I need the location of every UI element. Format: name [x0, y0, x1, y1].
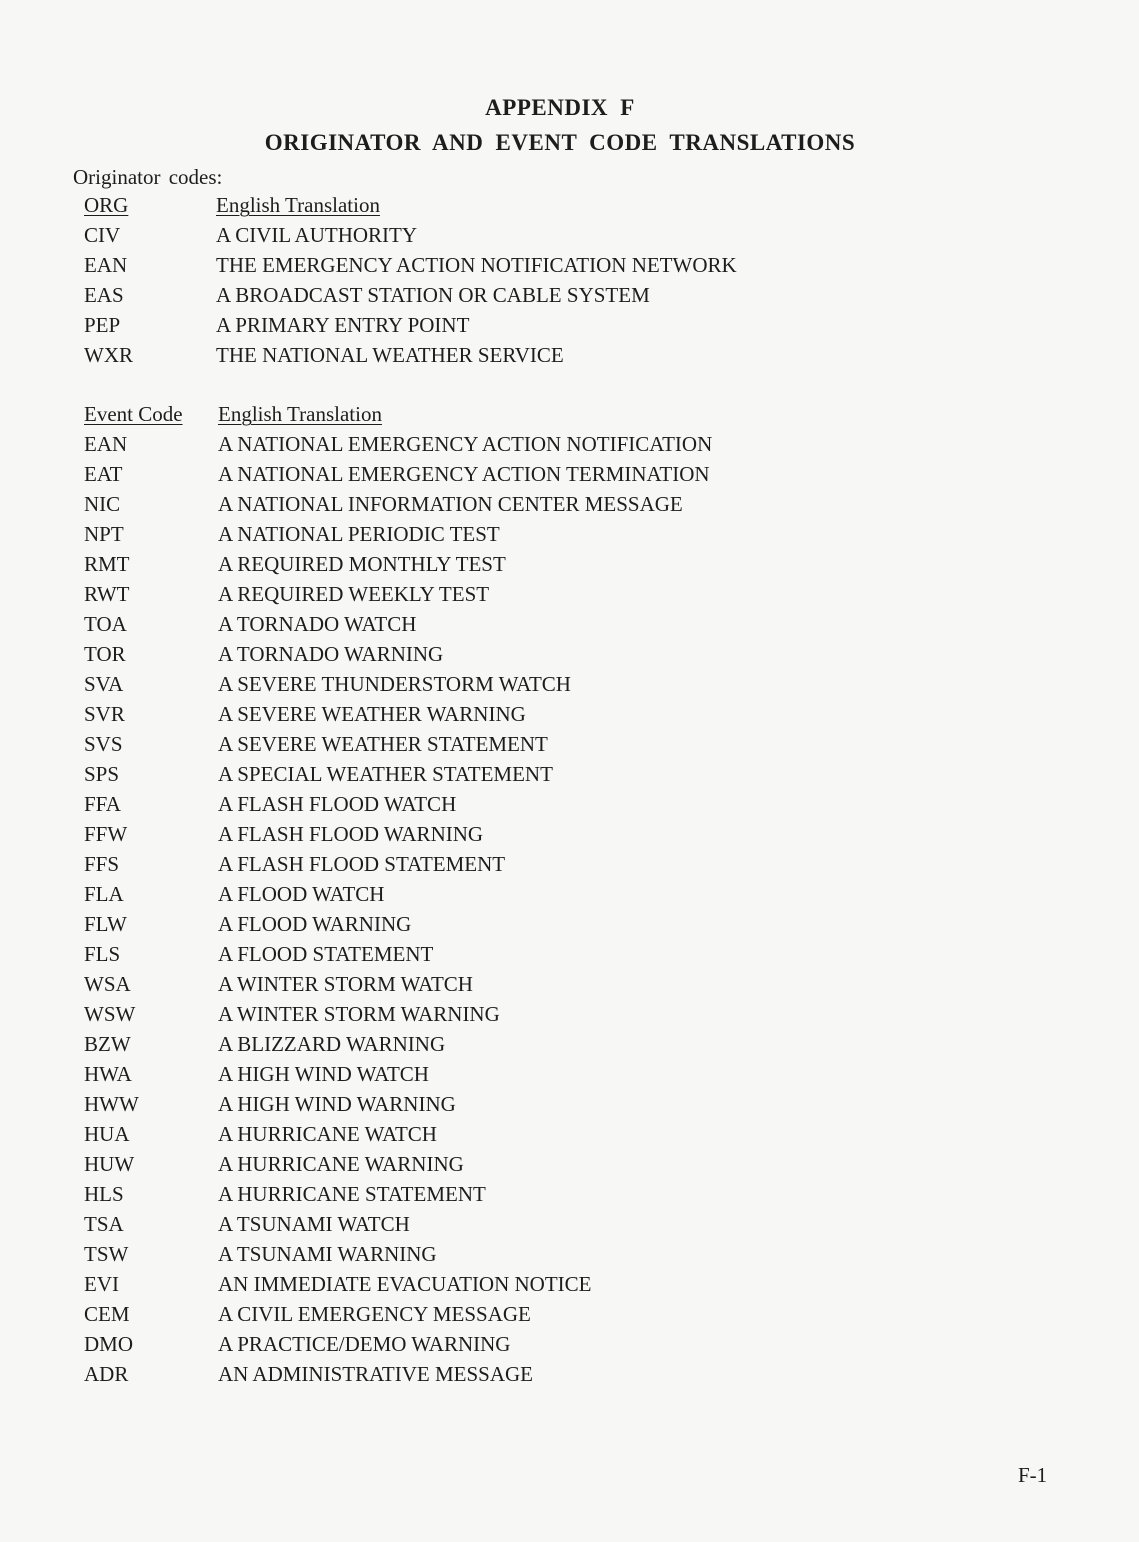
code-cell: NIC	[84, 492, 121, 516]
translation-cell: A HIGH WIND WATCH	[218, 1062, 429, 1086]
translation-cell: THE EMERGENCY ACTION NOTIFICATION NETWORK	[216, 253, 737, 277]
translation-cell: THE NATIONAL WEATHER SERVICE	[216, 343, 564, 367]
originator-codes-label: Originator codes:	[73, 165, 223, 189]
code-cell: CEM	[84, 1302, 130, 1326]
translation-cell: A REQUIRED WEEKLY TEST	[218, 582, 490, 606]
code-cell: HWA	[84, 1062, 132, 1086]
translation-cell: A NATIONAL INFORMATION CENTER MESSAGE	[218, 492, 683, 516]
code-cell: CIV	[84, 223, 121, 247]
column-header-code: Event Code	[84, 402, 183, 426]
code-cell: WSW	[84, 1002, 136, 1026]
code-cell: FFW	[84, 822, 128, 846]
translation-cell: A HURRICANE WATCH	[218, 1122, 437, 1146]
translation-cell: A NATIONAL EMERGENCY ACTION TERMINATION	[218, 462, 710, 486]
code-cell: RMT	[84, 552, 130, 576]
code-cell: HWW	[84, 1092, 139, 1116]
translation-cell: A NATIONAL EMERGENCY ACTION NOTIFICATION	[218, 432, 713, 456]
code-cell: EAN	[84, 432, 128, 456]
translation-cell: A TORNADO WATCH	[218, 612, 417, 636]
code-cell: EVI	[84, 1272, 119, 1296]
code-cell: SVR	[84, 702, 125, 726]
code-cell: FFS	[84, 852, 120, 876]
translation-cell: A REQUIRED MONTHLY TEST	[218, 552, 506, 576]
code-cell: PEP	[84, 313, 121, 337]
translation-cell: A FLASH FLOOD WARNING	[218, 822, 484, 846]
code-cell: TSW	[84, 1242, 129, 1266]
column-header-translation: English Translation	[216, 193, 380, 217]
translation-cell: AN ADMINISTRATIVE MESSAGE	[218, 1362, 534, 1386]
translation-cell: A FLASH FLOOD STATEMENT	[218, 852, 506, 876]
translation-cell: A FLOOD WARNING	[218, 912, 412, 936]
code-cell: EAN	[84, 253, 128, 277]
translation-cell: A CIVIL AUTHORITY	[216, 223, 418, 247]
page-title: APPENDIX F	[485, 95, 635, 120]
column-header-translation: English Translation	[218, 402, 382, 426]
translation-cell: A BLIZZARD WARNING	[218, 1032, 446, 1056]
code-cell: RWT	[84, 582, 130, 606]
translation-cell: A TORNADO WARNING	[218, 642, 444, 666]
code-cell: HUW	[84, 1152, 135, 1176]
code-cell: SVA	[84, 672, 124, 696]
translation-cell: A CIVIL EMERGENCY MESSAGE	[218, 1302, 531, 1326]
translation-cell: A WINTER STORM WARNING	[218, 1002, 500, 1026]
code-cell: NPT	[84, 522, 124, 546]
page-subtitle: ORIGINATOR AND EVENT CODE TRANSLATIONS	[264, 130, 856, 155]
translation-cell: A HURRICANE WARNING	[218, 1152, 464, 1176]
code-cell: WXR	[84, 343, 133, 367]
code-cell: HLS	[84, 1182, 124, 1206]
translation-cell: A TSUNAMI WATCH	[218, 1212, 410, 1236]
page-number: F-1	[1018, 1463, 1048, 1487]
translation-cell: A FLOOD WATCH	[218, 882, 385, 906]
code-cell: FLA	[84, 882, 124, 906]
code-cell: WSA	[84, 972, 131, 996]
translation-cell: A PRACTICE/DEMO WARNING	[218, 1332, 511, 1356]
translation-cell: AN IMMEDIATE EVACUATION NOTICE	[218, 1272, 592, 1296]
code-cell: TOA	[84, 612, 127, 636]
translation-cell: A FLOOD STATEMENT	[218, 942, 434, 966]
column-header-code: ORG	[84, 193, 129, 217]
translation-cell: A FLASH FLOOD WATCH	[218, 792, 457, 816]
translation-cell: A WINTER STORM WATCH	[218, 972, 473, 996]
translation-cell: A HURRICANE STATEMENT	[218, 1182, 486, 1206]
code-cell: DMO	[84, 1332, 134, 1356]
translation-cell: A BROADCAST STATION OR CABLE SYSTEM	[216, 283, 650, 307]
translation-cell: A TSUNAMI WARNING	[218, 1242, 437, 1266]
translation-cell: A HIGH WIND WARNING	[218, 1092, 456, 1116]
code-cell: EAT	[84, 462, 123, 486]
translation-cell: A SEVERE WEATHER STATEMENT	[218, 732, 548, 756]
code-cell: FLW	[84, 912, 127, 936]
code-cell: TSA	[84, 1212, 124, 1236]
code-cell: ADR	[84, 1362, 129, 1386]
code-cell: SPS	[84, 762, 120, 786]
code-cell: SVS	[84, 732, 123, 756]
translation-cell: A SPECIAL WEATHER STATEMENT	[218, 762, 553, 786]
code-cell: HUA	[84, 1122, 130, 1146]
code-cell: FLS	[84, 942, 121, 966]
code-cell: BZW	[84, 1032, 131, 1056]
code-cell: FFA	[84, 792, 121, 816]
code-cell: TOR	[84, 642, 126, 666]
translation-cell: A NATIONAL PERIODIC TEST	[218, 522, 500, 546]
translation-cell: A PRIMARY ENTRY POINT	[216, 313, 470, 337]
translation-cell: A SEVERE WEATHER WARNING	[218, 702, 526, 726]
code-cell: EAS	[84, 283, 124, 307]
translation-cell: A SEVERE THUNDERSTORM WATCH	[218, 672, 571, 696]
